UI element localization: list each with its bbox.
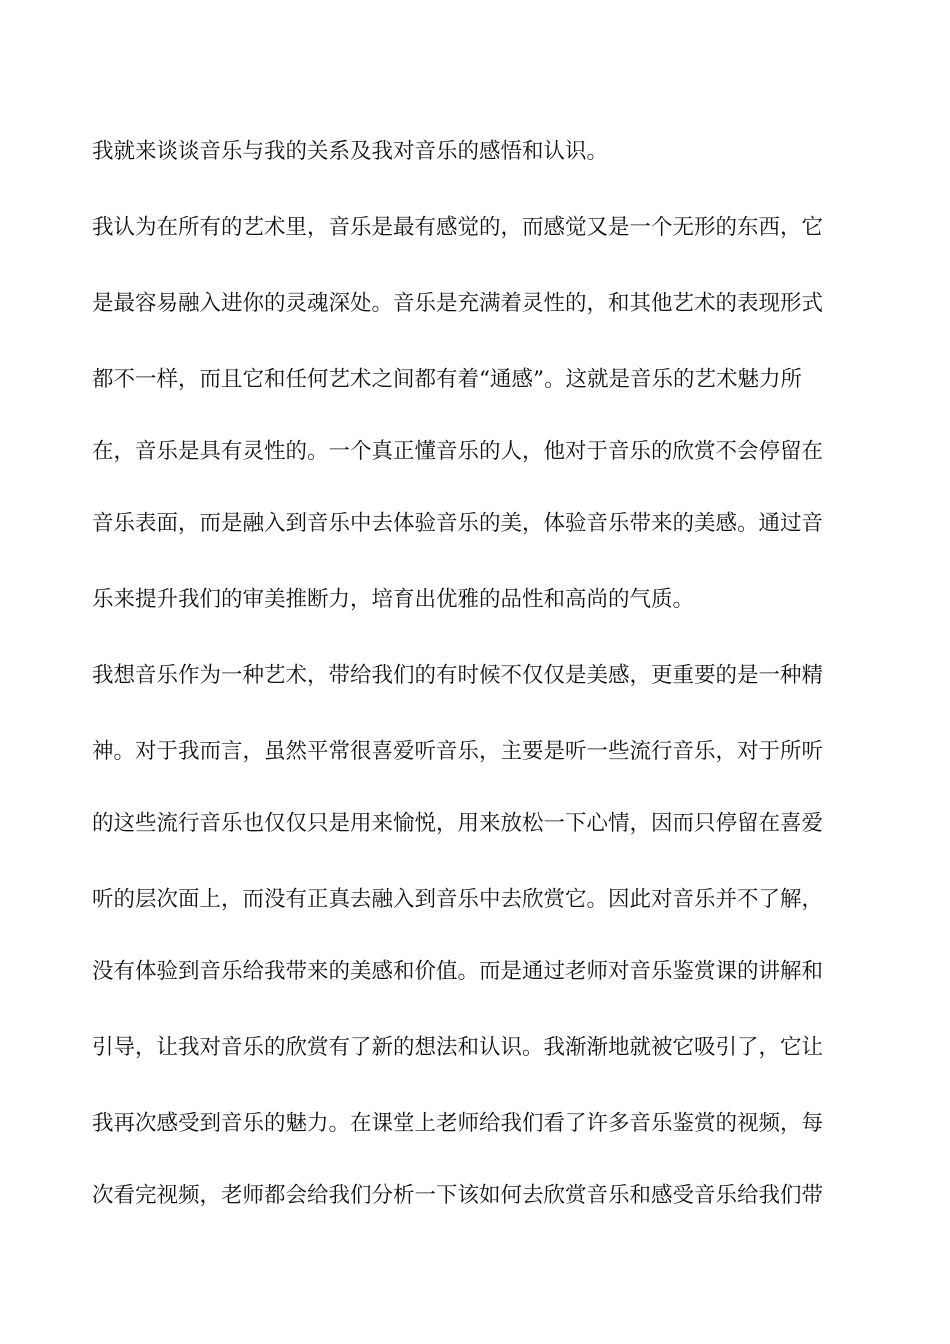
text-line: 我再次感受到音乐的魅力。在课堂上老师给我们看了许多音乐鉴赏的视频，每 — [92, 1111, 824, 1136]
text-line: 次看完视频，老师都会给我们分析一下该如何去欣赏音乐和感受音乐给我们带 — [92, 1183, 824, 1208]
text-line: 音乐表面，而是融入到音乐中去体验音乐的美，体验音乐带来的美感。通过音 — [92, 511, 824, 536]
text-line: 我就来谈谈音乐与我的关系及我对音乐的感悟和认识。 — [92, 139, 609, 164]
text-line: 没有体验到音乐给我带来的美感和价值。而是通过老师对音乐鉴赏课的讲解和 — [92, 959, 824, 984]
text-line: 的这些流行音乐也仅仅只是用来愉悦，用来放松一下心情，因而只停留在喜爱 — [92, 811, 824, 836]
text-line: 乐来提升我们的审美推断力，培育出优雅的品性和高尚的气质。 — [92, 587, 695, 612]
text-line: 是最容易融入进你的灵魂深处。音乐是充满着灵性的，和其他艺术的表现形式 — [92, 291, 824, 316]
text-line: 引导，让我对音乐的欣赏有了新的想法和认识。我渐渐地就被它吸引了，它让 — [92, 1035, 824, 1060]
text-line: 我认为在所有的艺术里，音乐是最有感觉的，而感觉又是一个无形的东西，它 — [92, 215, 824, 240]
text-line: 听的层次面上，而没有正真去融入到音乐中去欣赏它。因此对音乐并不了解， — [92, 887, 824, 912]
text-line: 都不一样，而且它和任何艺术之间都有着“通感”。这就是音乐的艺术魅力所 — [92, 367, 802, 392]
text-line: 我想音乐作为一种艺术，带给我们的有时候不仅仅是美感，更重要的是一种精 — [92, 663, 824, 688]
text-line: 在，音乐是具有灵性的。一个真正懂音乐的人，他对于音乐的欣赏不会停留在 — [92, 439, 824, 464]
text-line: 神。对于我而言，虽然平常很喜爱听音乐，主要是听一些流行音乐，对于所听 — [92, 739, 824, 764]
